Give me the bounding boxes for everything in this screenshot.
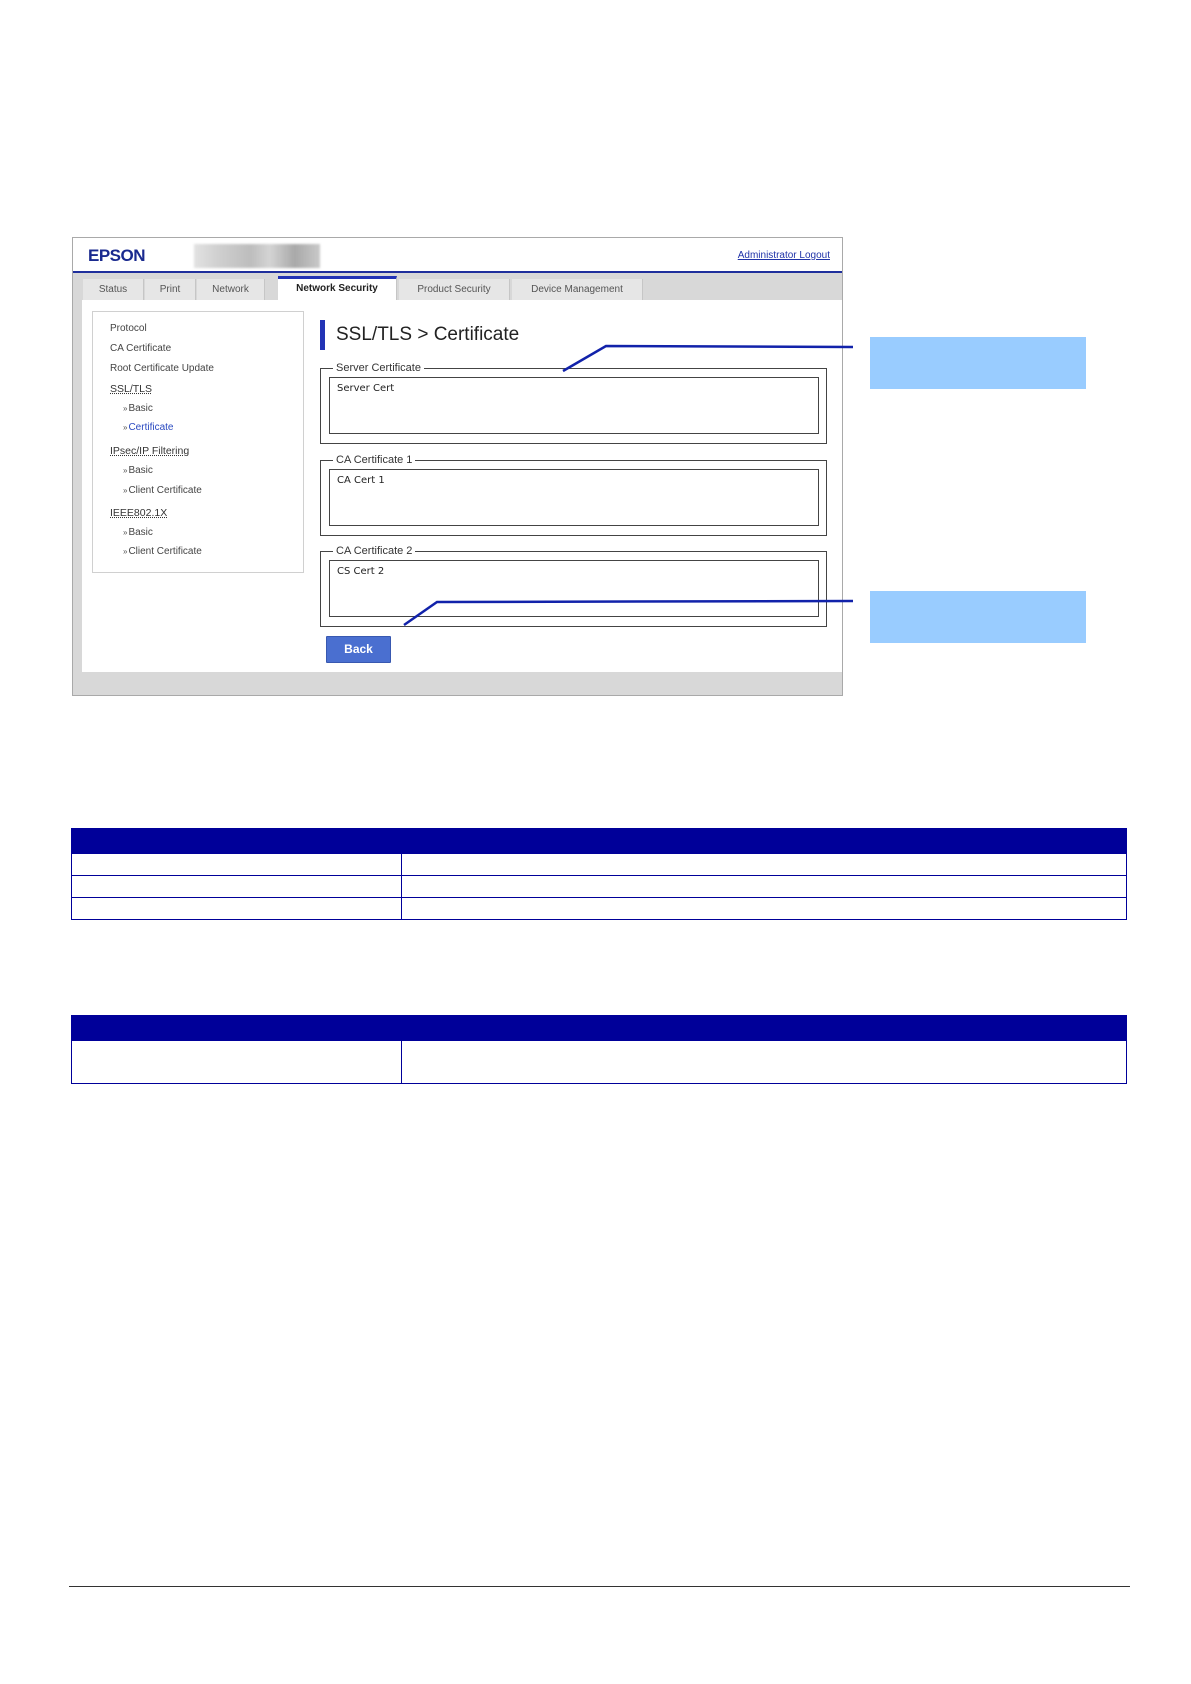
table-header-cell (402, 829, 1127, 854)
callout-box-1 (870, 337, 1086, 389)
table-header-cell (402, 1016, 1127, 1041)
tab-network[interactable]: Network (197, 279, 265, 300)
table-header-cell (72, 829, 402, 854)
page-title: SSL/TLS > Certificate (336, 324, 520, 345)
sidebar-item-ipsec-client-certificate[interactable]: » Client Certificate (123, 485, 202, 496)
callout-line-1 (563, 346, 853, 371)
settings-table-2 (71, 1015, 1127, 1084)
administrator-logout-link[interactable]: Administrator Logout (737, 250, 830, 261)
table-cell (72, 1041, 402, 1084)
table-row (72, 1041, 1127, 1084)
tab-device-management[interactable]: Device Management (512, 279, 643, 300)
table-cell (72, 876, 402, 898)
sidebar-group-ssl-tls[interactable]: SSL/TLS (110, 383, 153, 395)
sidebar-item-ssl-basic[interactable]: » Basic (123, 403, 153, 414)
back-button[interactable]: Back (326, 636, 391, 663)
settings-table-1 (71, 828, 1127, 920)
tab-status[interactable]: Status (83, 279, 144, 300)
table-row (72, 854, 1127, 876)
sidebar-item-root-certificate-update[interactable]: Root Certificate Update (110, 363, 214, 374)
table-cell (402, 876, 1127, 898)
table-cell (402, 854, 1127, 876)
table-header-row (72, 829, 1127, 854)
tab-product-security[interactable]: Product Security (399, 279, 510, 300)
sidebar-item-ipsec-basic[interactable]: » Basic (123, 465, 153, 476)
sidebar-item-ieee-client-certificate[interactable]: » Client Certificate (123, 546, 202, 557)
ca-certificate-1-legend: CA Certificate 1 (333, 454, 415, 467)
ca-certificate-2-value: CS Cert 2 (337, 566, 385, 577)
table-cell (402, 1041, 1127, 1084)
sidebar-group-ieee8021x[interactable]: IEEE802.1X (110, 507, 168, 519)
ca-certificate-2-legend: CA Certificate 2 (333, 545, 415, 558)
server-certificate-value: Server Cert (337, 383, 395, 394)
tab-print[interactable]: Print (145, 279, 196, 300)
sidebar-item-ssl-certificate[interactable]: » Certificate (123, 422, 173, 433)
tab-network-security[interactable]: Network Security (278, 276, 397, 300)
callout-box-2 (870, 591, 1086, 643)
server-certificate-legend: Server Certificate (333, 362, 424, 375)
ca-certificate-1-value: CA Cert 1 (337, 475, 385, 486)
table-cell (72, 898, 402, 920)
table-row (72, 898, 1127, 920)
table-header-row (72, 1016, 1127, 1041)
callout-line-2 (404, 601, 853, 625)
table-row (72, 876, 1127, 898)
sidebar-item-ca-certificate[interactable]: CA Certificate (110, 343, 172, 354)
table-header-cell (72, 1016, 402, 1041)
sidebar-item-protocol[interactable]: Protocol (110, 323, 147, 334)
table-cell (402, 898, 1127, 920)
sidebar-item-ieee-basic[interactable]: » Basic (123, 527, 153, 538)
table-cell (72, 854, 402, 876)
footer-divider (69, 1586, 1130, 1587)
brand-logo: EPSON (88, 246, 146, 265)
sidebar-group-ipsec[interactable]: IPsec/IP Filtering (110, 445, 190, 457)
